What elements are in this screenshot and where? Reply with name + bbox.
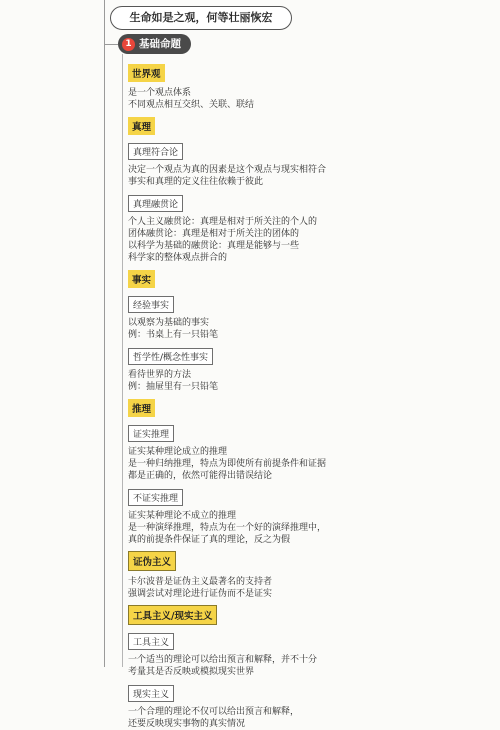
subtopic-box[interactable]: 证实推理: [128, 425, 174, 442]
outline-node: [128, 446, 463, 458]
mindmap-spine: [104, 0, 105, 667]
outline-text: 个人主义融贯论：真理是相对于所关注的个人的: [128, 217, 318, 227]
outline-node: [128, 486, 463, 510]
outline-node: [128, 576, 463, 588]
subtopic-box[interactable]: 哲学性/概念性事实: [128, 348, 213, 365]
outline-text: 例：抽屉里有一只铅笔: [128, 382, 219, 392]
section-topic[interactable]: [118, 34, 191, 54]
outline-node: [128, 293, 463, 317]
topic-heading[interactable]: 世界观: [128, 64, 165, 82]
outline-text: 还要反映现实事物的真实情况: [128, 719, 246, 729]
outline-node: [128, 422, 463, 446]
topic-heading[interactable]: 推理: [128, 399, 155, 417]
outline-text: 是一种演绎推理，特点为在一个好的演绎推理中，: [128, 523, 327, 533]
outline-text: 团体融贯论：真理是相对于所关注的团体的: [128, 229, 300, 239]
topic-heading[interactable]: 真理: [128, 117, 155, 135]
outline-tree: [128, 62, 463, 730]
outline-node: [128, 718, 463, 730]
outline-text: 证实某种理论不成立的推理: [128, 511, 237, 521]
outline-node: [128, 588, 463, 600]
outline-text: 一个适当的理论可以给出预言和解释，并不十分: [128, 655, 318, 665]
outline-text: 一个合理的理论不仅可以给出预言和解释，: [128, 707, 300, 717]
outline-node: [128, 630, 463, 654]
outline-text: 看待世界的方法: [128, 370, 192, 380]
outline-text: 真的前提条件保证了真的理论，反之为假: [128, 535, 291, 545]
outline-node: [128, 682, 463, 706]
outline-text: 是一种归纳推理，特点为即使所有前提条件和证据: [128, 459, 327, 469]
outline-text: 例：书桌上有一只铅笔: [128, 330, 219, 340]
outline-node: [128, 510, 463, 522]
outline-text: 卡尔波普是证伪主义最著名的支持者: [128, 577, 273, 587]
outline-node: [128, 268, 463, 293]
outline-text: 强调尝试对理论进行证伪而不是证实: [128, 589, 273, 599]
outline-text: 不同观点相互交织、关联、联结: [128, 100, 255, 110]
outline-node: [128, 470, 463, 482]
outline-text: 都是正确的，依然可能得出错误结论: [128, 471, 273, 481]
outline-node: [128, 252, 463, 264]
section-label: 基础命题: [139, 38, 181, 50]
outline-text: 考量其是否反映或模拟现实世界: [128, 667, 255, 677]
outline-node: [128, 329, 463, 341]
outline-node: [128, 654, 463, 666]
root-topic[interactable]: 生命如是之观，何等壮丽恢宏: [110, 6, 292, 30]
topic-heading[interactable]: 证伪主义: [128, 551, 176, 571]
subtopic-box[interactable]: 现实主义: [128, 685, 174, 702]
outline-node: [128, 99, 463, 111]
outline-node: [128, 666, 463, 678]
outline-node: [128, 458, 463, 470]
outline-node: [128, 228, 463, 240]
subtopic-box[interactable]: 真理符合论: [128, 143, 183, 160]
subtopic-box[interactable]: 经验事实: [128, 296, 174, 313]
outline-node: [128, 604, 463, 630]
outline-node: [128, 87, 463, 99]
outline-node: [128, 140, 463, 164]
outline-node: [128, 115, 463, 140]
outline-node: [128, 369, 463, 381]
outline-node: [128, 522, 463, 534]
outline-text: 决定一个观点为真的因素是这个观点与现实相符合: [128, 165, 327, 175]
outline-node: [128, 345, 463, 369]
outline-node: [128, 550, 463, 576]
section-trunk-line: [122, 54, 123, 667]
subtopic-box[interactable]: 工具主义: [128, 633, 174, 650]
outline-node: [128, 317, 463, 329]
topic-heading[interactable]: 工具主义/现实主义: [128, 605, 217, 625]
subtopic-box[interactable]: 不证实推理: [128, 489, 183, 506]
outline-text: 证实某种理论成立的推理: [128, 447, 228, 457]
outline-node: [128, 240, 463, 252]
outline-node: [128, 534, 463, 546]
outline-node: [128, 62, 463, 87]
outline-text: 以科学为基础的融贯论：真理是能够与一些: [128, 241, 300, 251]
outline-node: [128, 176, 463, 188]
section-number-badge: 1: [122, 38, 135, 51]
subtopic-box[interactable]: 真理融贯论: [128, 195, 183, 212]
outline-text: 科学家的整体观点拼合的: [128, 253, 228, 263]
outline-node: [128, 381, 463, 393]
outline-node: [128, 192, 463, 216]
outline-node: [128, 216, 463, 228]
topic-heading[interactable]: 事实: [128, 270, 155, 288]
outline-text: 事实和真理的定义往往依赖于彼此: [128, 177, 264, 187]
outline-node: [128, 164, 463, 176]
branch-connector: [104, 44, 118, 45]
outline-text: 以观察为基础的事实: [128, 318, 210, 328]
outline-node: [128, 706, 463, 718]
outline-node: [128, 397, 463, 422]
outline-text: 是一个观点体系: [128, 88, 192, 98]
